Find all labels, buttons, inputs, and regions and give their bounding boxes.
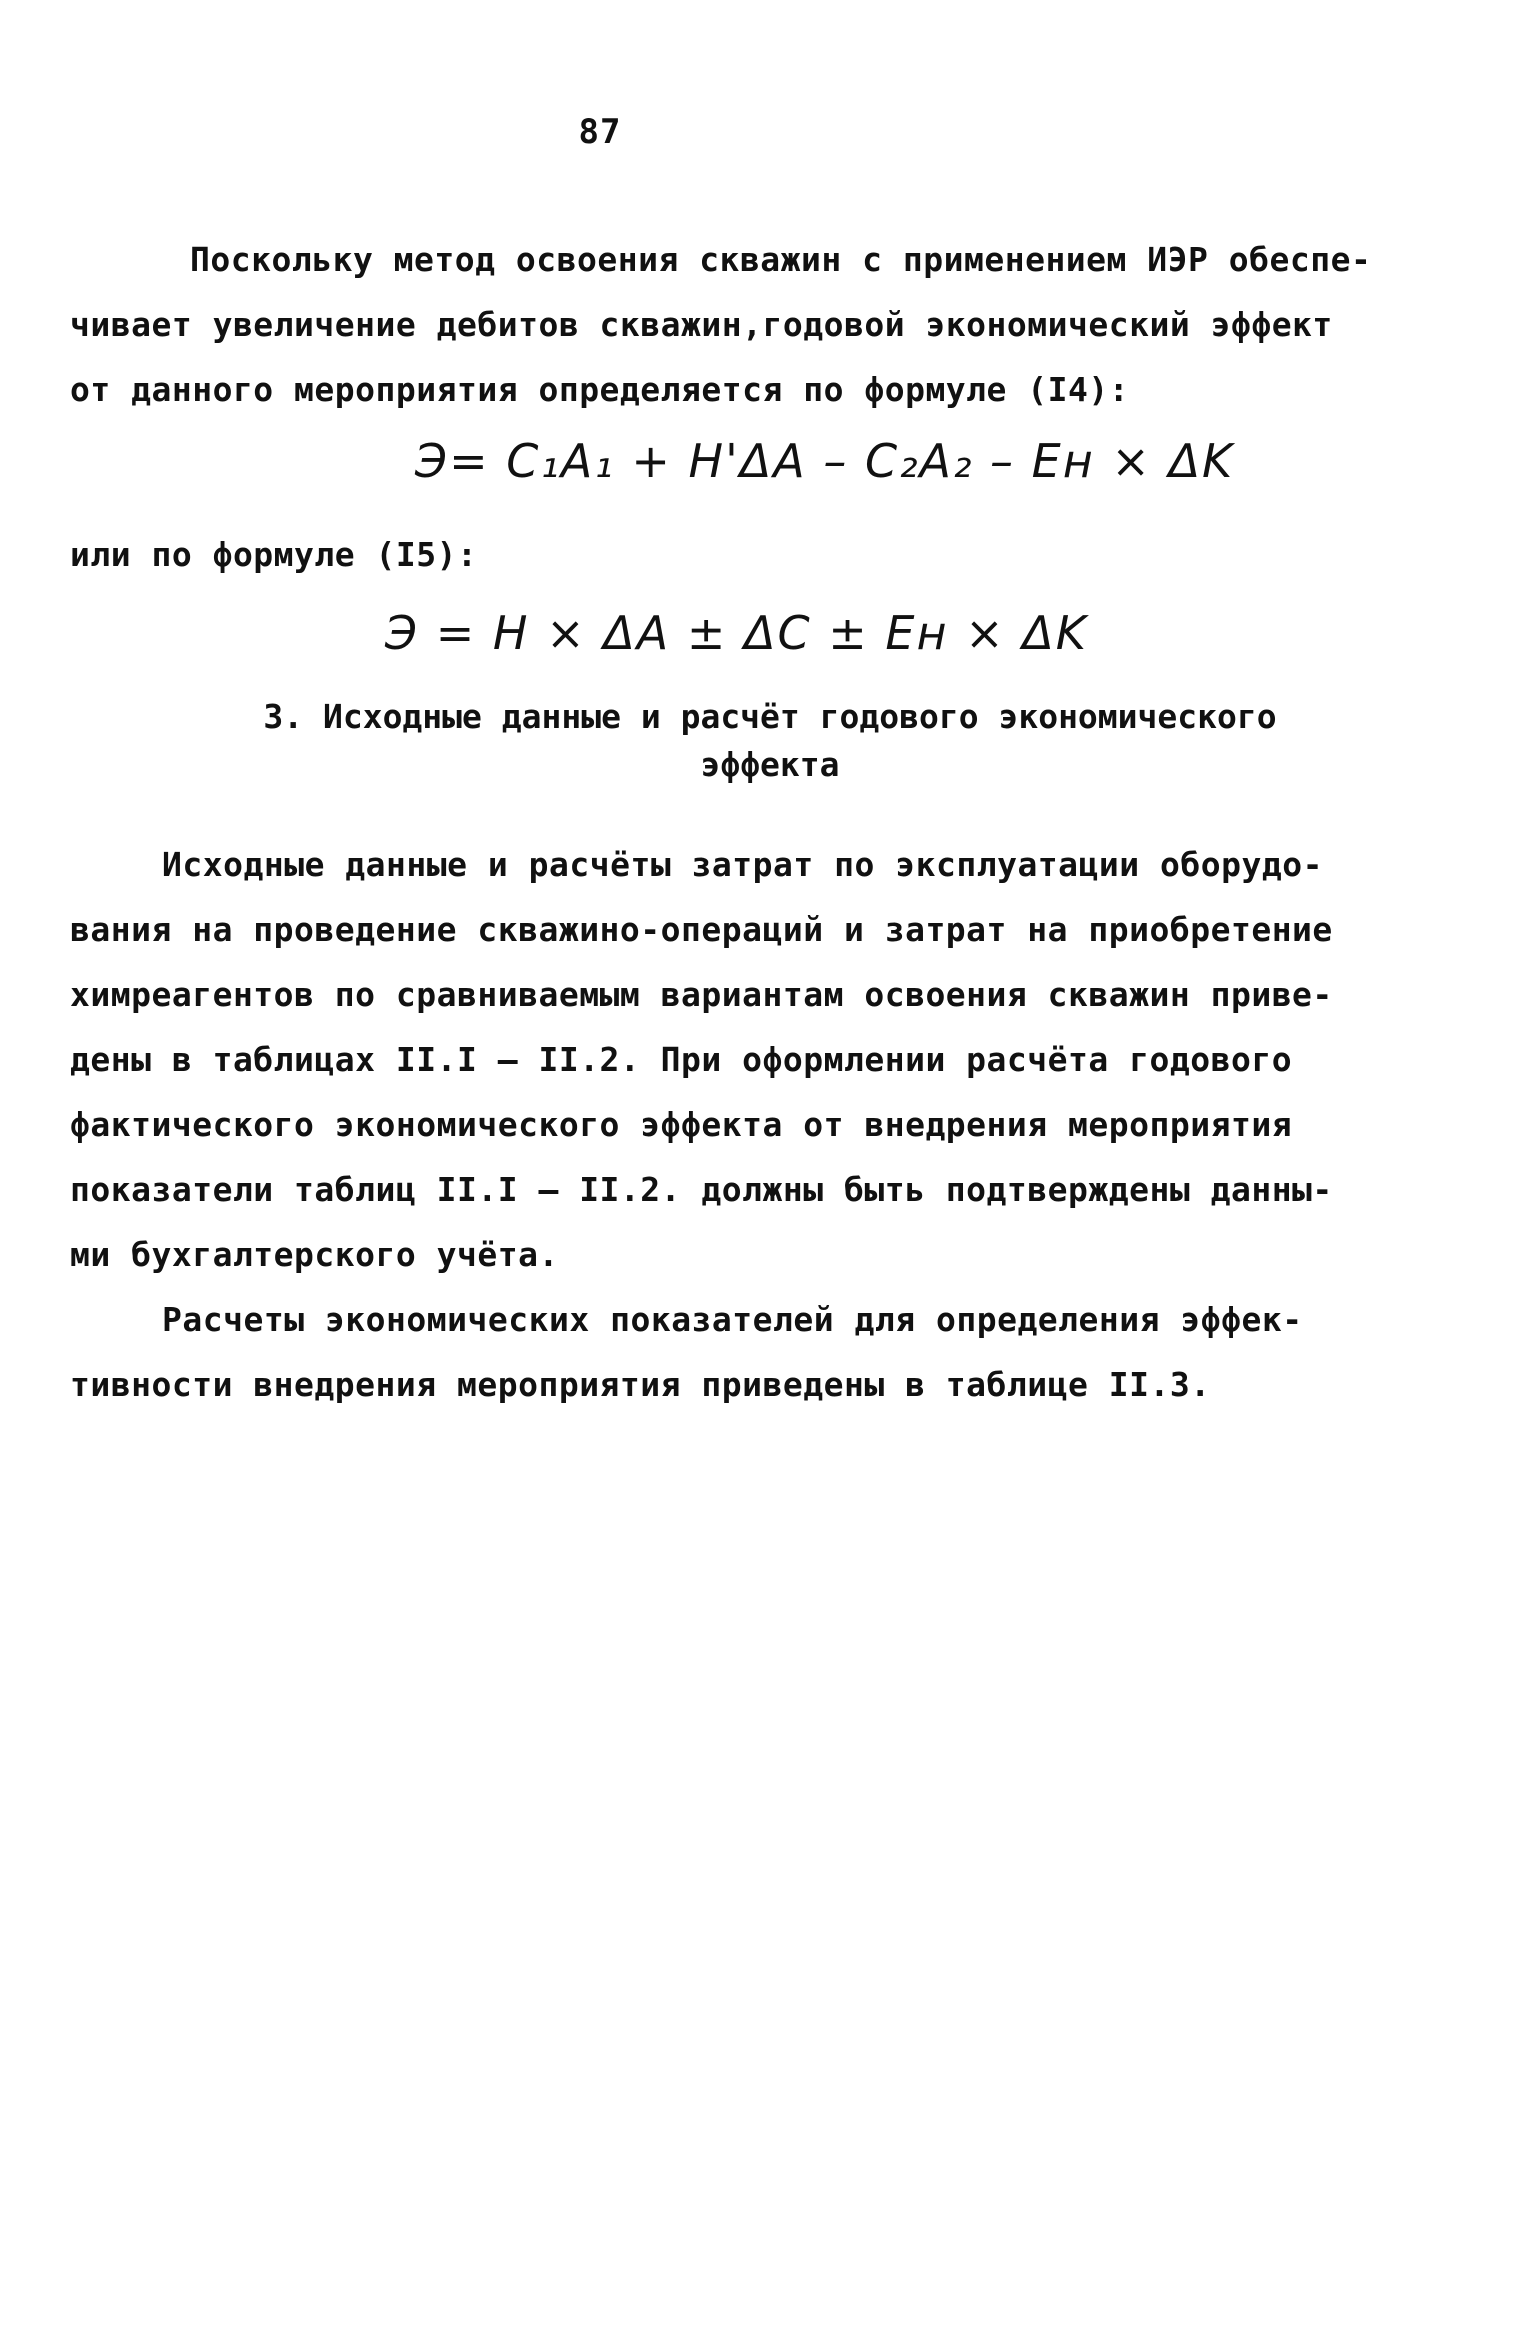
paragraph-1-line-3: от данного мероприятия определяется по формуле (I4): — [70, 370, 1130, 409]
paragraph-1-line-1: Поскольку метод освоения скважин с применением ИЭР обеспе- — [190, 240, 1372, 279]
formula-15: Э = H × ΔA ± ΔC ± Eн × ΔK — [385, 606, 1088, 660]
formula-14: Э= C₁A₁ + H'ΔA – C₂A₂ – Eн × ΔK — [415, 434, 1235, 488]
paragraph-1-line-2: чивает увеличение дебитов скважин,годовой экономический эффект — [70, 305, 1333, 344]
paragraph-2-line-7: ми бухгалтерского учёта. — [70, 1235, 559, 1274]
section-heading-line-2: эффекта — [700, 745, 840, 784]
formula-connector: или по формуле (I5): — [70, 535, 478, 574]
paragraph-2-line-4: дены в таблицах II.I – II.2. При оформлении расчёта годового — [70, 1040, 1293, 1079]
paragraph-2-line-2: вания на проведение скважино-операций и затрат на приобретение — [70, 910, 1333, 949]
section-heading-line-1: 3. Исходные данные и расчёт годового экономического — [263, 697, 1277, 736]
paragraph-2-line-5: фактического экономического эффекта от внедрения мероприятия — [70, 1105, 1293, 1144]
paragraph-2-line-1: Исходные данные и расчёты затрат по эксплуатации оборудо- — [162, 845, 1323, 884]
page-number: 87 — [578, 112, 622, 152]
paragraph-3-line-2: тивности внедрения мероприятия приведены в таблице II.3. — [70, 1365, 1211, 1404]
paragraph-3-line-1: Расчеты экономических показателей для определения эффек- — [162, 1300, 1303, 1339]
paragraph-2-line-6: показатели таблиц II.I – II.2. должны быть подтверждены данны- — [70, 1170, 1333, 1209]
paragraph-2-line-3: химреагентов по сравниваемым вариантам освоения скважин приве- — [70, 975, 1333, 1014]
